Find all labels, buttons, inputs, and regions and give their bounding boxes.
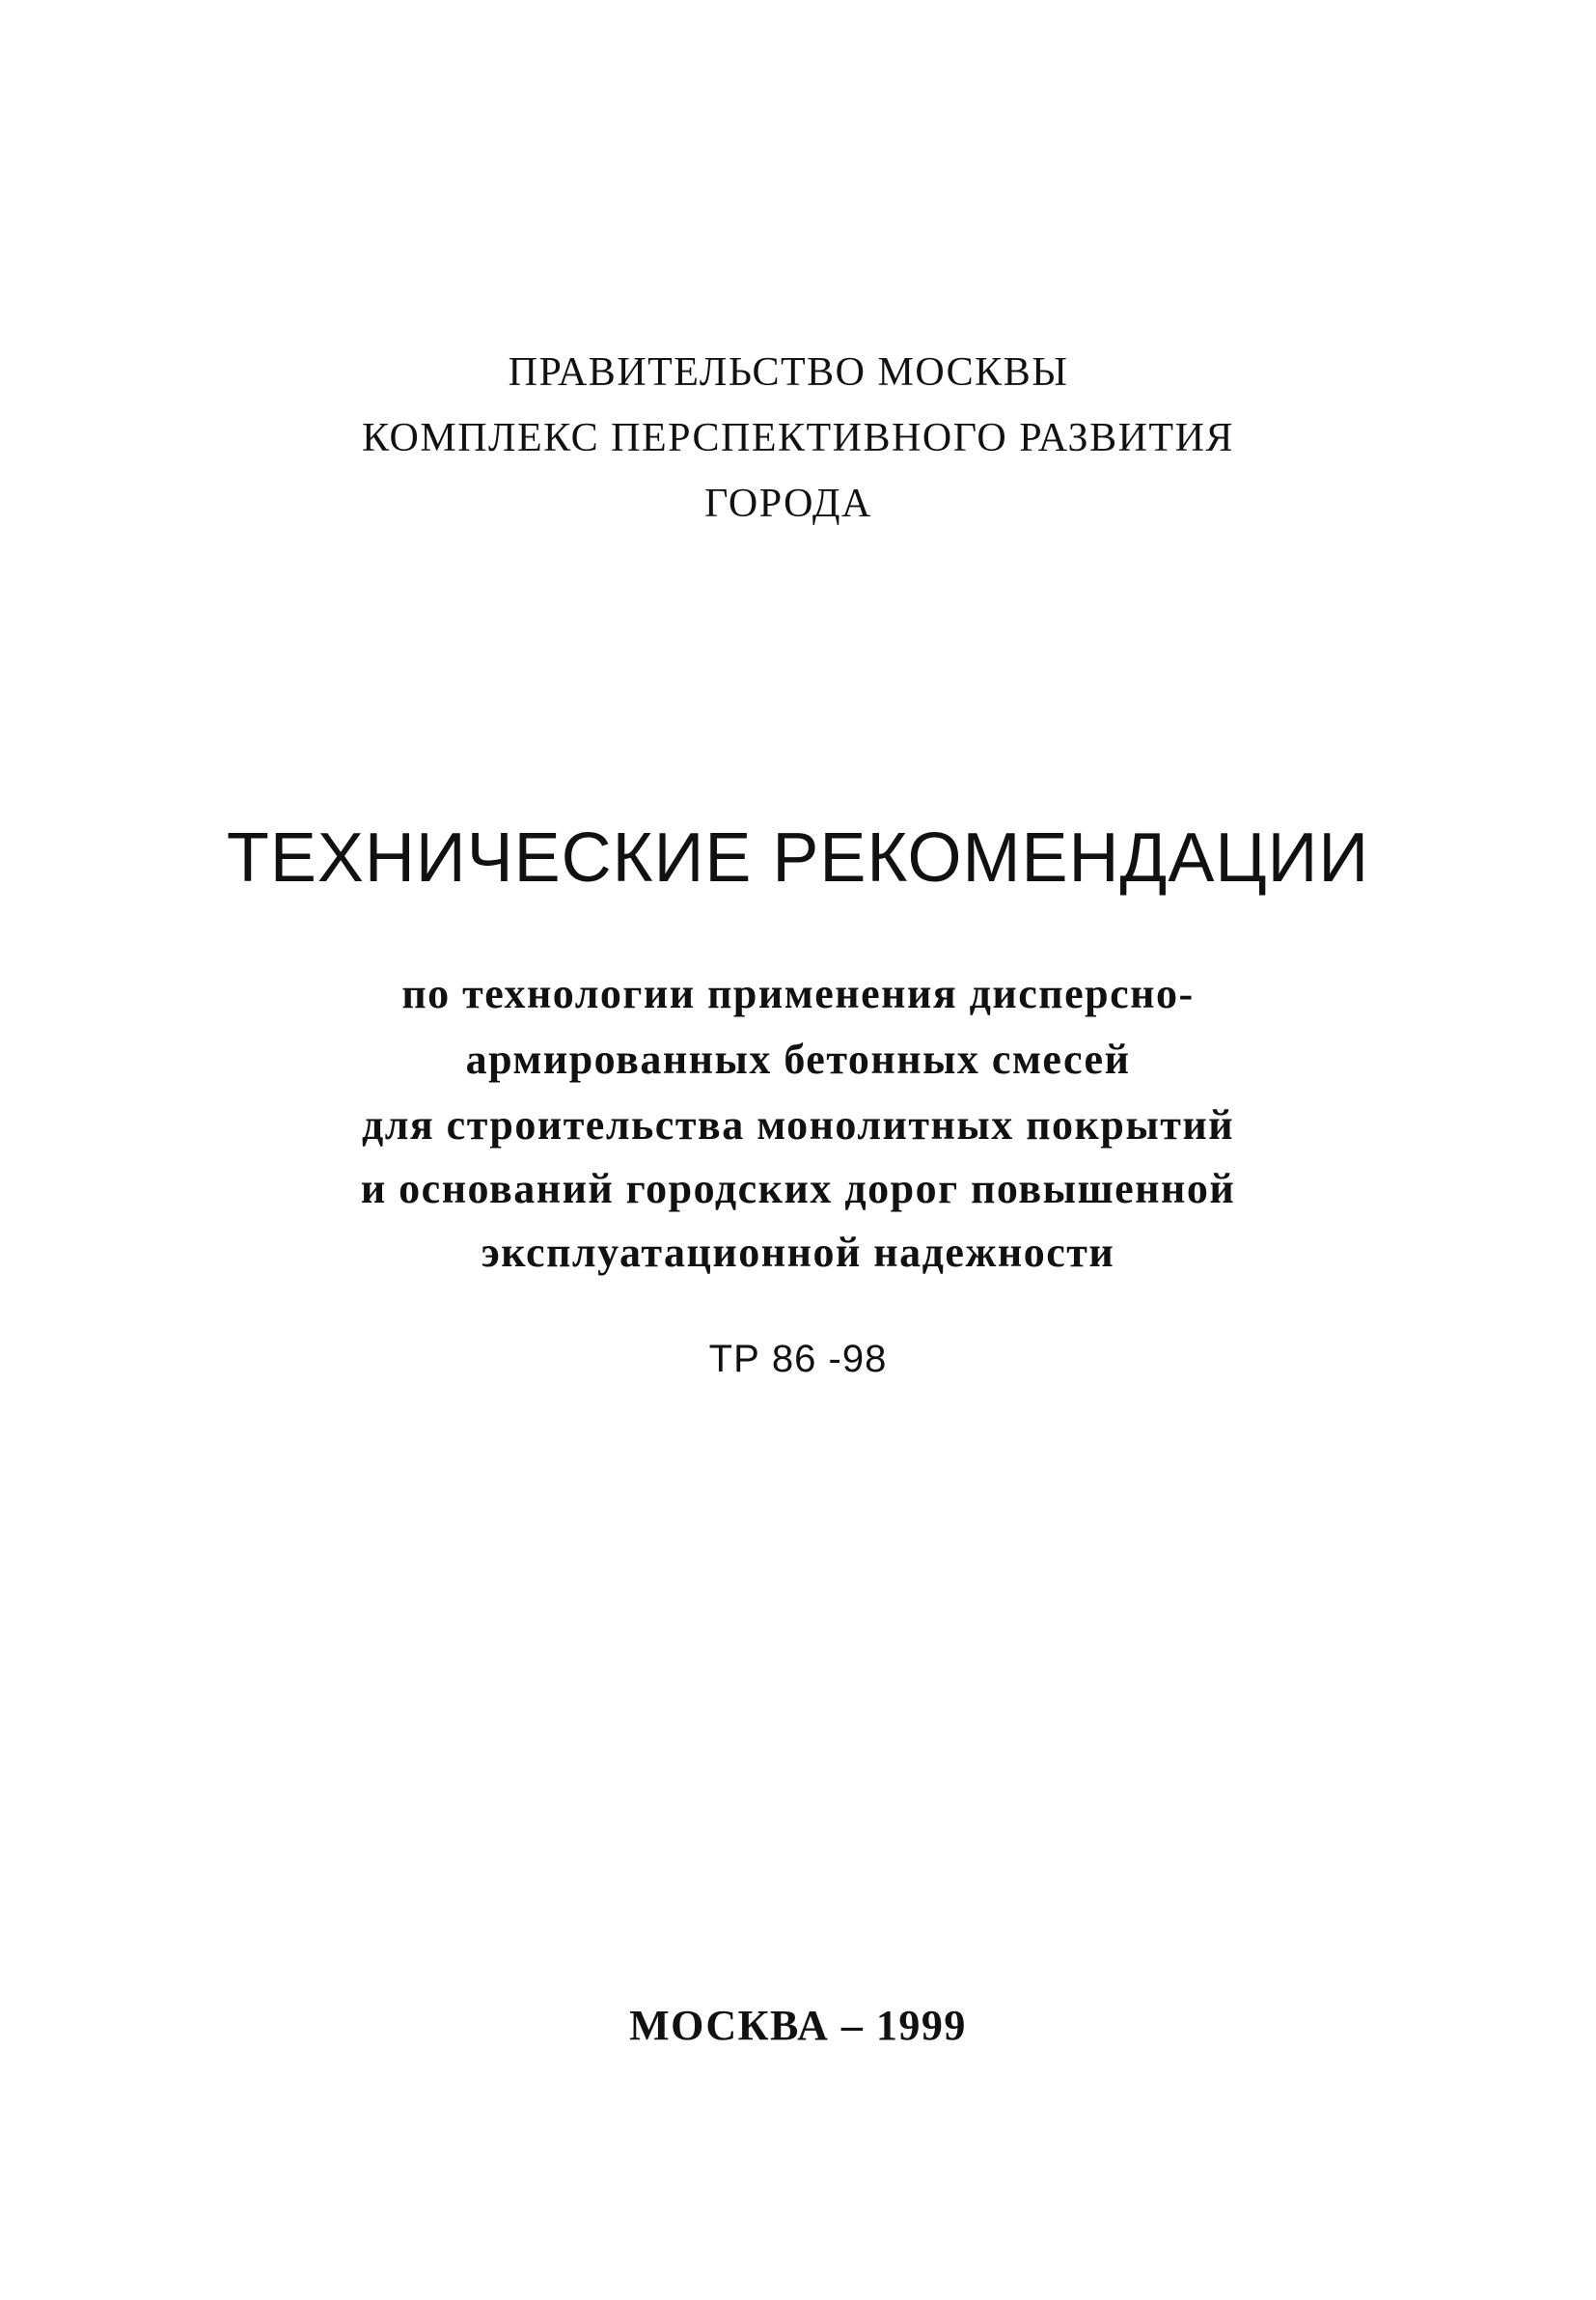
document-code: ТР 86 -98: [708, 1338, 888, 1380]
place-and-year: МОСКВА – 1999: [629, 2002, 967, 2049]
document-title: ТЕХНИЧЕСКИЕ РЕКОМЕНДАЦИИ: [226, 819, 1370, 897]
subtitle-line-1: по технологии применения дисперсно-: [401, 970, 1195, 1017]
organization-line-1: ПРАВИТЕЛЬСТВО МОСКВЫ: [508, 350, 1069, 395]
subtitle-line-4: и оснований городских дорог повышенной: [360, 1165, 1236, 1212]
organization-line-2: КОМПЛЕКС ПЕРСПЕКТИВНОГО РАЗВИТИЯ: [362, 416, 1234, 460]
subtitle-line-5: эксплуатационной надежности: [481, 1229, 1115, 1276]
organization-line-3: ГОРОДА: [704, 482, 872, 526]
subtitle-line-3: для строительства монолитных покрытий: [361, 1101, 1235, 1149]
subtitle-line-2: армированных бетонных смесей: [465, 1036, 1131, 1083]
